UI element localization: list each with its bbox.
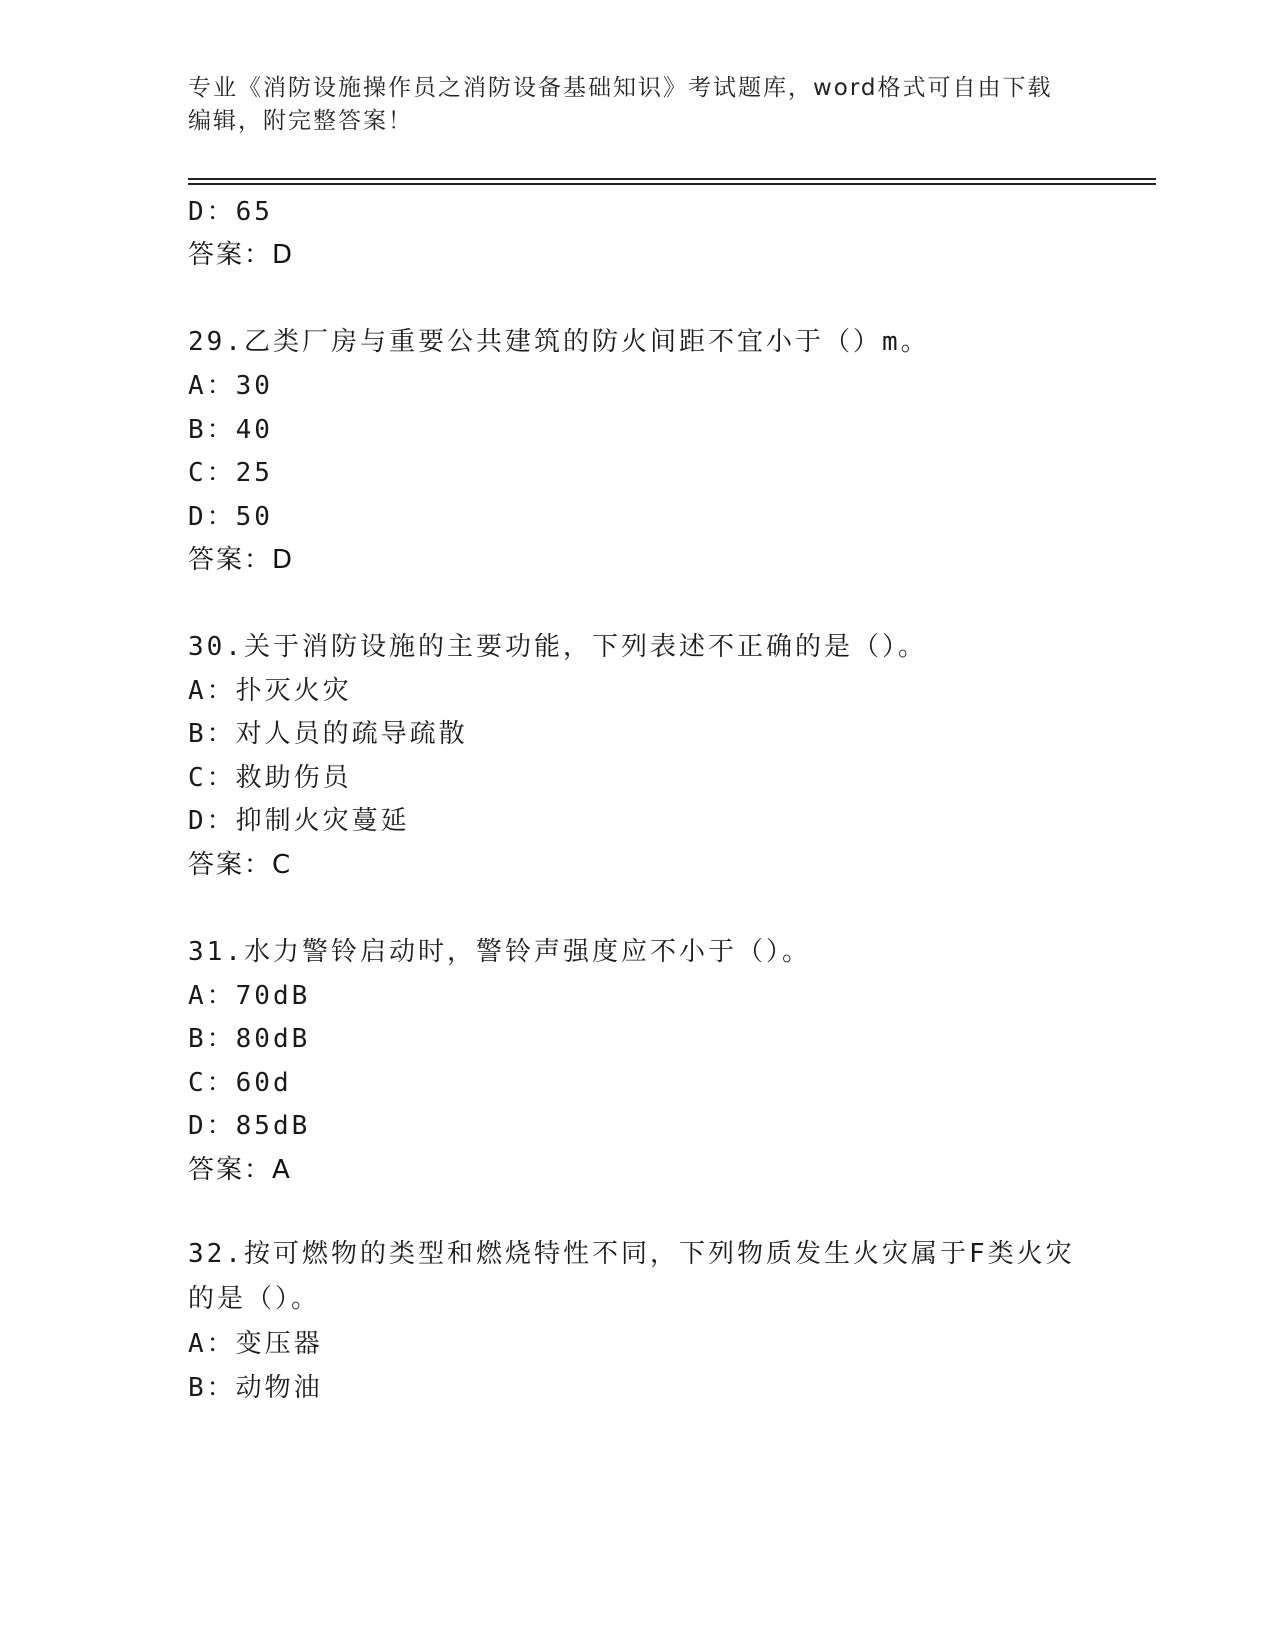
q31-option-a: A：70dB	[188, 981, 311, 1011]
q32-question: 32.按可燃物的类型和燃烧特性不同，下列物质发生火灾属于F类火灾的是（）。	[188, 1239, 1075, 1314]
q30-question: 30.关于消防设施的主要功能，下列表述不正确的是（）。	[188, 632, 927, 662]
q30-option-d: D：抑制火灾蔓延	[188, 806, 410, 836]
q30-option-a: A：扑灭火灾	[188, 676, 352, 706]
q30-option-b: B：对人员的疏导疏散	[188, 719, 468, 749]
q29-answer: 答案：D	[188, 545, 295, 575]
q28-option-d: D：65	[188, 197, 273, 227]
q31-option-c: C：60d	[188, 1068, 292, 1098]
document-header: 专业《消防设施操作员之消防设备基础知识》考试题库，word格式可自由下载编辑，附完整答案！	[188, 75, 1053, 134]
header-divider-top	[188, 178, 1156, 180]
q29-option-d: D：50	[188, 502, 273, 532]
q32-option-b: B：动物油	[188, 1373, 323, 1403]
q30-option-c: C：救助伤员	[188, 763, 352, 793]
q31-option-d: D：85dB	[188, 1111, 311, 1141]
q29-option-a: A：30	[188, 371, 273, 401]
q31-answer: 答案：A	[188, 1155, 292, 1185]
q29-question: 29.乙类厂房与重要公共建筑的防火间距不宜小于（）m。	[188, 327, 930, 357]
header-divider-bottom	[188, 183, 1156, 185]
q29-option-b: B：40	[188, 415, 273, 445]
q29-option-c: C：25	[188, 458, 273, 488]
q32-option-a: A：变压器	[188, 1329, 323, 1359]
q31-question: 31.水力警铃启动时，警铃声强度应不小于（）。	[188, 937, 811, 967]
q31-option-b: B：80dB	[188, 1024, 311, 1054]
q30-answer: 答案：C	[188, 850, 293, 880]
q28-answer: 答案：D	[188, 240, 295, 270]
